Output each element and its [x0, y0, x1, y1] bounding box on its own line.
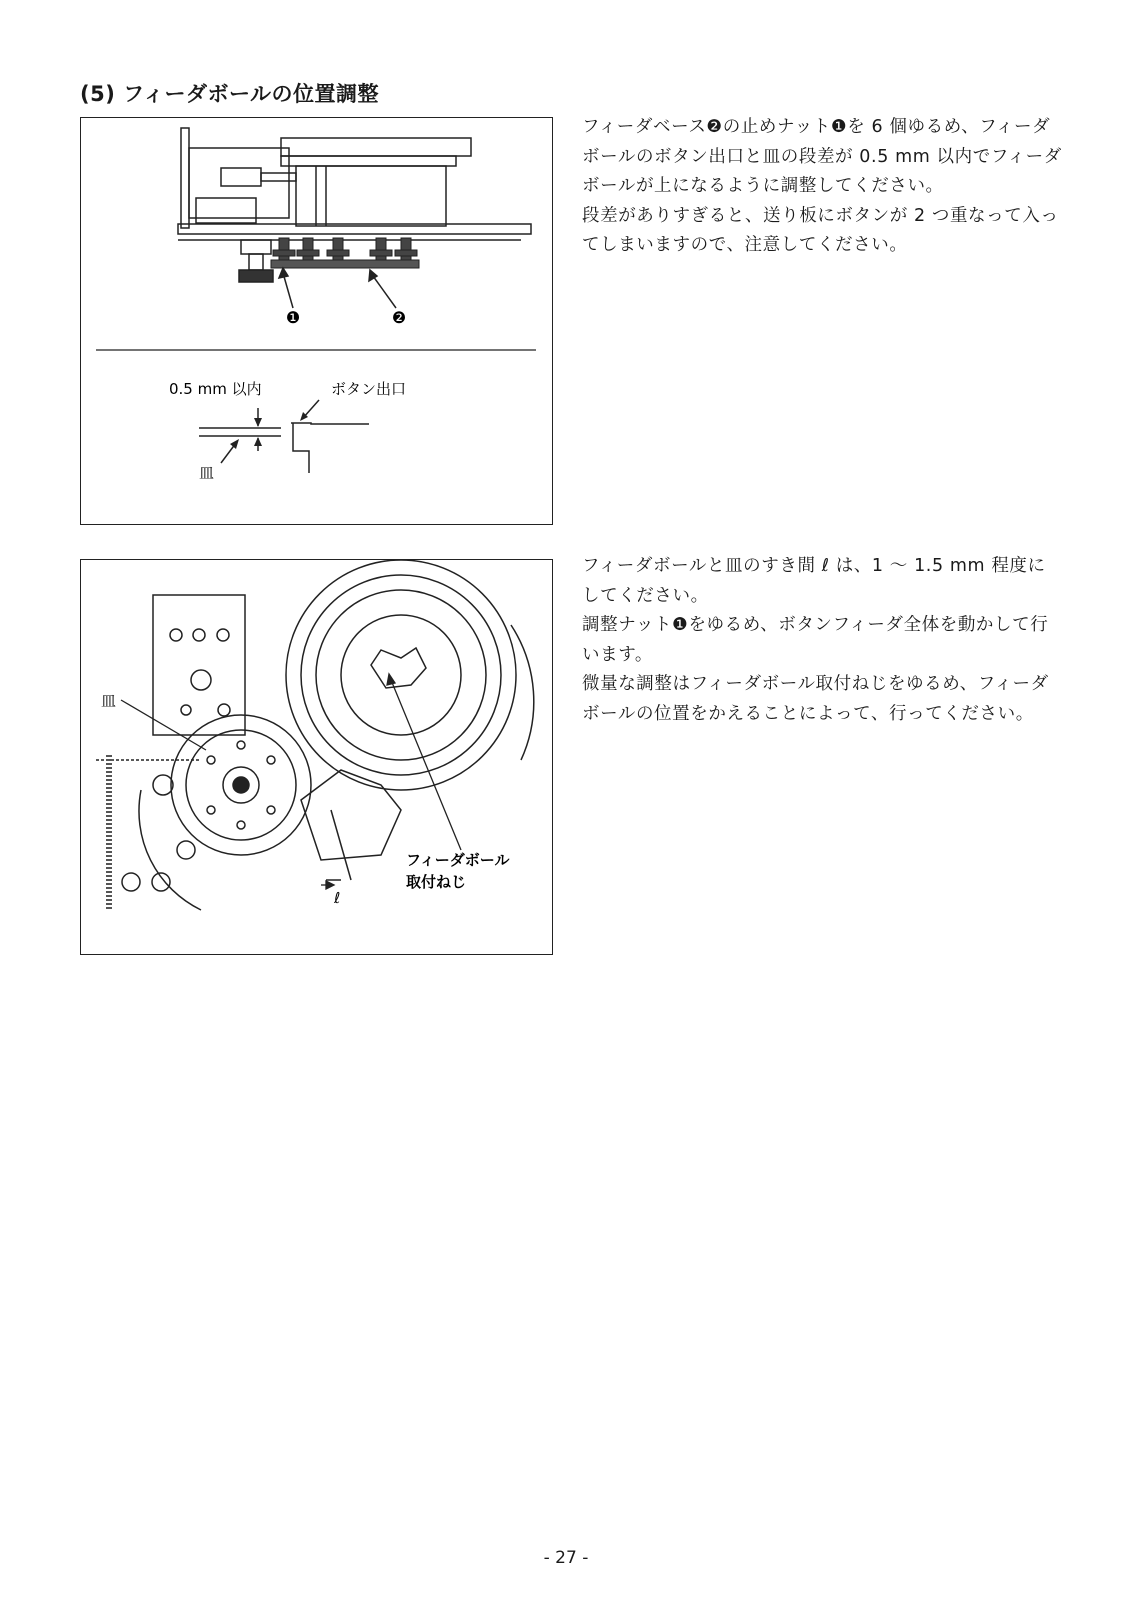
feeder-base-illustration [81, 118, 551, 523]
paragraph-2-text-3: 微量な調整はフィーダボール取付ねじをゆるめ、フィーダボールの位置をかえることによって、行ってください。 [582, 674, 1049, 724]
gap-l-label: ℓ [334, 889, 341, 907]
paragraph-1-text-1: フィーダベース❷の止めナット❶を 6 個ゆるめ、フィーダボールのボタン出口と皿の段差が 0.5 mm 以内でフィーダボールが上になるように調整してください。 [582, 117, 1062, 196]
gap-label: 0.5 mm 以内 [169, 380, 262, 398]
page-number: - 27 - [543, 1548, 589, 1568]
exit-label: ボタン出口 [331, 380, 407, 398]
dish-label-2: 皿 [101, 692, 117, 710]
dish-label: 皿 [199, 464, 215, 482]
paragraph-1 [582, 113, 1062, 261]
marker-1: ❶ [285, 308, 301, 327]
paragraph-2-text-2: 調整ナット❶をゆるめ、ボタンフィーダ全体を動かして行います。 [582, 615, 1049, 665]
paragraph-2-text-1: フィーダボールと皿のすき間 ℓ は、1 ～ 1.5 mm 程度にしてください。 [582, 556, 1046, 606]
screw-label-line-2: 取付ねじ [406, 873, 467, 891]
screw-label-line-1: フィーダボール [406, 851, 510, 869]
figure-feeder-bowl [80, 559, 553, 955]
feeder-bowl-illustration [81, 560, 551, 953]
marker-2: ❷ [391, 308, 407, 327]
paragraph-2 [582, 552, 1062, 729]
section-title: (5) フィーダボールの位置調整 [80, 82, 380, 106]
paragraph-1-text-2: 段差がありすぎると、送り板にボタンが 2 つ重なって入ってしまいますので、注意してください。 [582, 205, 1059, 255]
figure-feeder-base [80, 117, 553, 525]
